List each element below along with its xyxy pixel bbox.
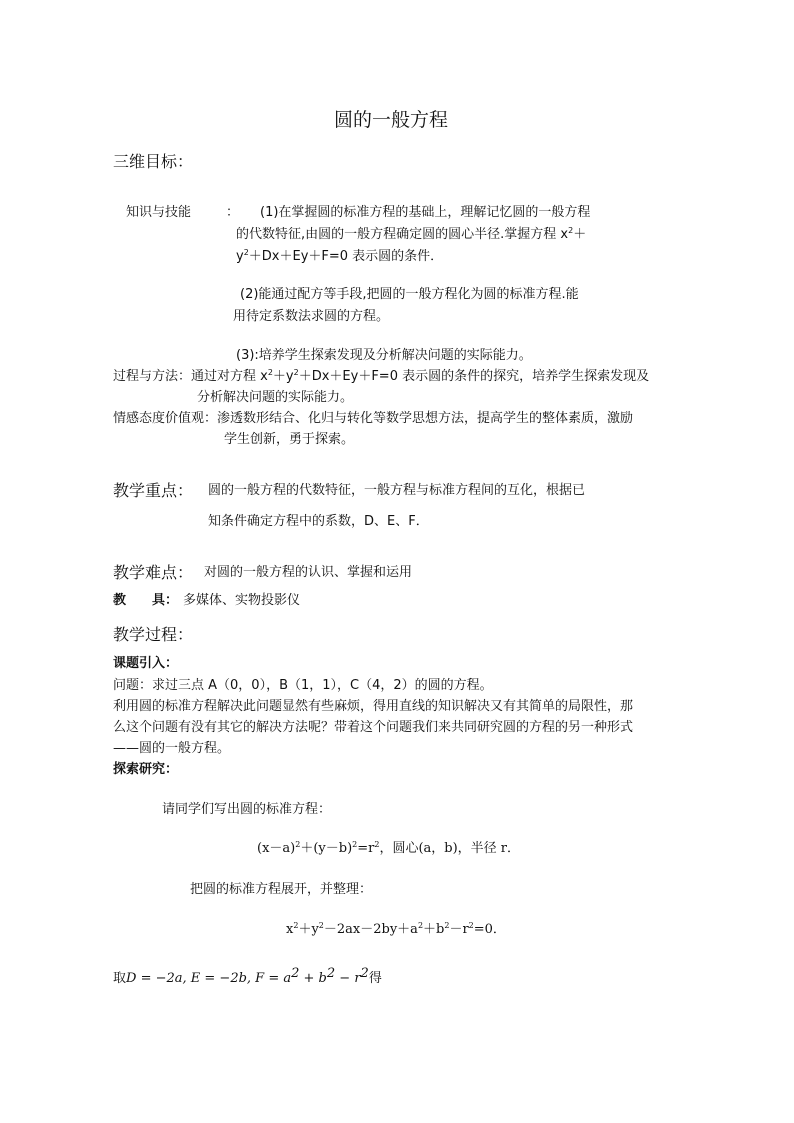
knowledge-1-line-2: 的代数特征,由圆的一般方程确定圆的圆心半径.掌握方程 $x^2+$: [236, 226, 587, 242]
knowledge-3: (3):培养学生探索发现及分析解决问题的实际能力。: [236, 348, 532, 363]
intro-question: 问题：求过三点 A（0，0），B（1，1），C（4，2）的圆的方程。: [113, 678, 493, 693]
key-points-label: 教学重点：: [113, 481, 194, 500]
knowledge-1-line-1: (1)在掌握圆的标准方程的基础上，理解记忆圆的一般方程: [260, 205, 591, 220]
knowledge-2-line-2: 用待定系数法求圆的方程。: [233, 309, 390, 324]
tools-label: 教 具：: [113, 593, 179, 608]
explore-label: 探索研究：: [113, 762, 179, 777]
substitution-line: 取D = −2a, E = −2b, $F = a^2 + b^2 - r^2$得: [113, 966, 382, 986]
difficulty-label: 教学难点：: [113, 563, 194, 582]
page-title: 圆的一般方程: [334, 109, 449, 131]
expanded-equation: $x^2+y^2-2ax-2by+a^2+b^2-r^2=0$．: [286, 921, 506, 937]
standard-equation: $(x-a)^2+(y-b)^2=r^2$，圆心(a，b)，半径 r．: [257, 840, 521, 856]
emotion-line-2: 学生创新，勇于探索。: [224, 432, 355, 447]
process-method-line-1: 过程与方法：通过对方程 $x^2+y^2+Dx+Ey+F=0$ 表示圆的条件的探究，培养学生探索发现及: [113, 368, 650, 384]
knowledge-label: 知识与技能: [126, 205, 192, 220]
knowledge-2-line-1: (2)能通过配方等手段,把圆的一般方程化为圆的标准方程.能: [240, 287, 579, 302]
intro-paragraph-line-3: ——圆的一般方程。: [113, 741, 231, 756]
objectives-heading: 三维目标：: [113, 152, 194, 171]
expand-text: 把圆的标准方程展开，并整理：: [190, 882, 373, 897]
difficulty-text: 对圆的一般方程的认识、掌握和运用: [204, 565, 413, 580]
knowledge-1-line-3: $y^2+Dx+Ey+F=0$ 表示圆的条件．: [236, 248, 444, 264]
intro-paragraph-line-1: 利用圆的标准方程解决此问题显然有些麻烦，得用直线的知识解决又有其简单的局限性，那: [113, 699, 634, 714]
explore-ask: 请同学们写出圆的标准方程：: [162, 802, 332, 817]
emotion-line-1: 情感态度价值观：渗透数形结合、化归与转化等数学思想方法，提高学生的整体素质，激励: [113, 411, 634, 426]
tools-text: 多媒体、实物投影仪: [183, 593, 301, 608]
key-points-line-2: 知条件确定方程中的系数，D、E、F．: [208, 514, 429, 529]
intro-paragraph-line-2: 么这个问题有没有其它的解决方法呢？带着这个问题我们来共同研究圆的方程的另一种形式: [113, 720, 634, 735]
process-heading: 教学过程：: [113, 625, 194, 644]
knowledge-colon: ：: [226, 205, 240, 220]
key-points-line-1: 圆的一般方程的代数特征，一般方程与标准方程间的互化，根据已: [208, 483, 586, 498]
intro-label: 课题引入：: [113, 656, 179, 671]
process-method-line-2: 分析解决问题的实际能力。: [197, 390, 354, 405]
